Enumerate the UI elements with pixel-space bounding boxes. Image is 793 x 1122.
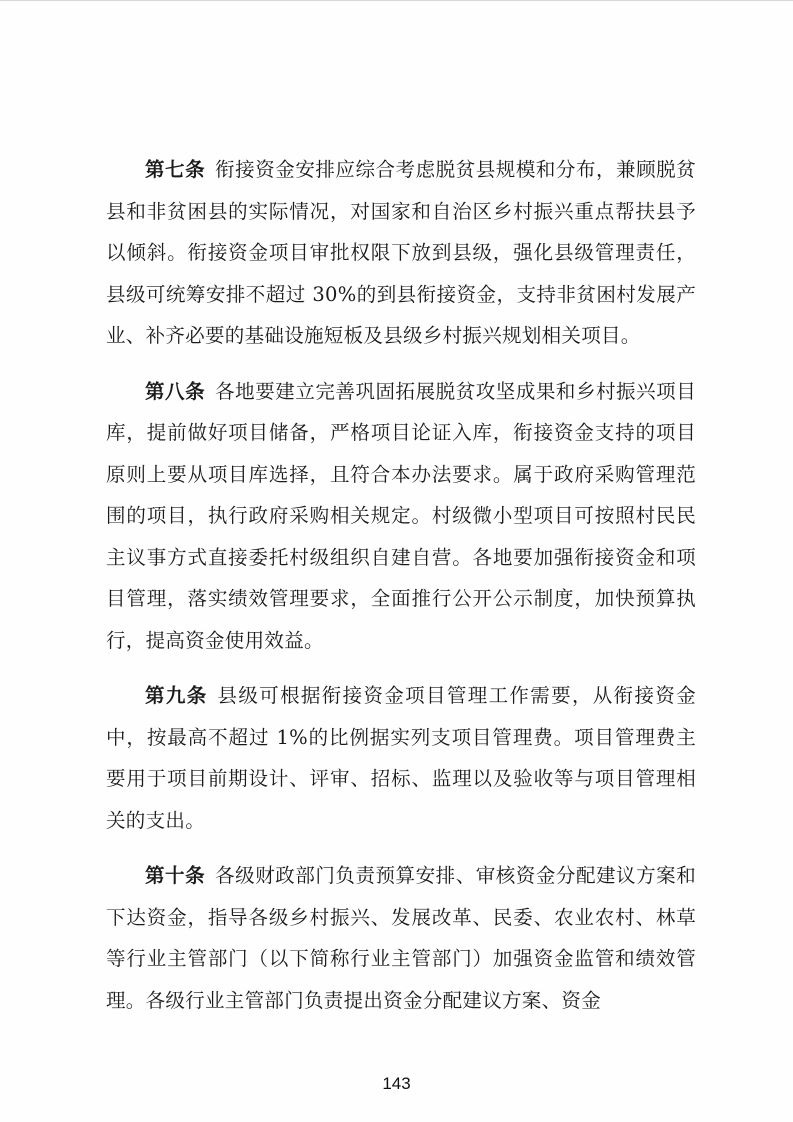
article-text: 县级可根据衔接资金项目管理工作需要，从衔接资金中，按最高不超过 1%的比例据实列支项目管理费。项目管理费主要用于项目前期设计、评审、招标、监理以及验收等与项目管理相关的支出。	[106, 684, 696, 832]
article-heading: 第十条	[145, 864, 206, 887]
article-text: 衔接资金安排应综合考虑脱贫县规模和分布，兼顾脱贫县和非贫困县的实际情况，对国家和自治区乡村振兴重点帮扶县予以倾斜。衔接资金项目审批权限下放到县级，强化县级管理责任，县级可统筹安排不超过 30%的到县衔接资金，支持非贫困村发展产业、补齐必要的基础设施短板及县级乡村振兴规划相关项目。	[106, 158, 696, 347]
article-text: 各级财政部门负责预算安排、审核资金分配建议方案和下达资金，指导各级乡村振兴、发展改革、民委、农业农村、林草等行业主管部门（以下简称行业主管部门）加强资金监管和绩效管理。各级行业主管部门负责提出资金分配建议方案、资金	[106, 864, 696, 1012]
article-heading: 第九条	[145, 684, 208, 707]
article-8	[106, 371, 696, 662]
body-text	[106, 149, 696, 1035]
article-10	[106, 855, 696, 1021]
article-heading: 第八条	[145, 379, 206, 403]
article-9	[106, 675, 696, 841]
article-7	[106, 149, 696, 357]
article-text: 各地要建立完善巩固拓展脱贫攻坚成果和乡村振兴项目库，提前做好项目储备，严格项目论证入库，衔接资金支持的项目原则上要从项目库选择，且符合本办法要求。属于政府采购管理范围的项目，执行政府采购相关规定。村级微小型项目可按照村民民主议事方式直接委托村级组织自建自营。各地要加强衔接资金和项目管理，落实绩效管理要求，全面推行公开公示制度，加快预算执行，提高资金使用效益。	[106, 379, 696, 652]
page-number: 143	[382, 1074, 411, 1093]
article-heading: 第七条	[145, 158, 206, 181]
